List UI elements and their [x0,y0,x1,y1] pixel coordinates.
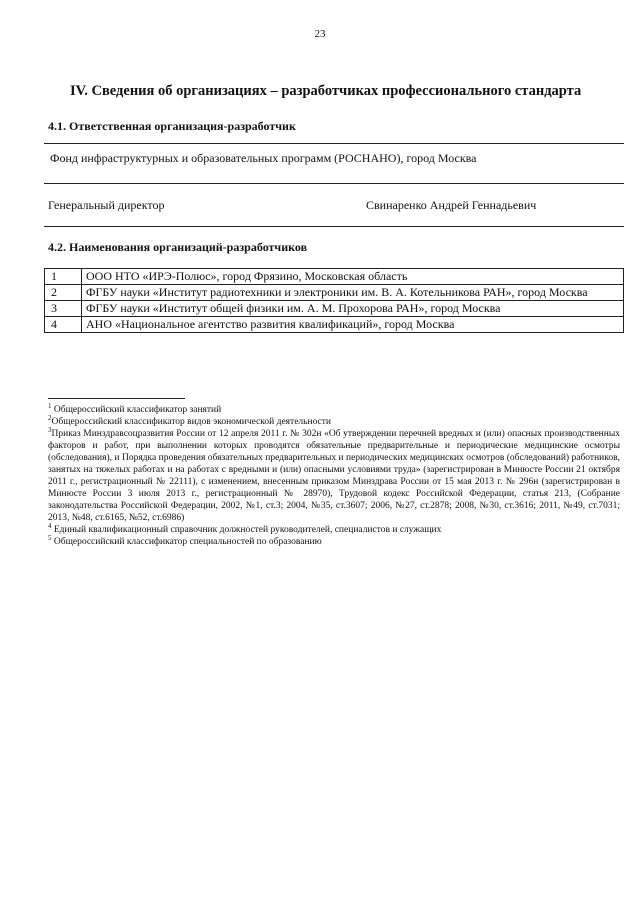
footnote-mark: 5 [48,533,52,542]
table-row [45,317,624,333]
footnote-text: Единый квалификационный справочник должностей руководителей, специалистов и служащих [51,525,442,535]
table-row [45,301,624,317]
organization-name: АНО «Национальное агентство развития квалификаций», город Москва [82,317,624,333]
row-number: 1 [45,269,82,285]
row-number: 3 [45,301,82,317]
responsible-org-name: Фонд инфраструктурных и образовательных программ (РОСНАНО), город Москва [50,151,477,165]
footnote [48,521,620,536]
footnote [48,413,620,428]
footnote-mark: 1 [48,401,52,410]
footnote-text: Общероссийский классификатор занятий [51,405,222,415]
page-number: 23 [314,28,326,40]
director-name: Свинаренко Андрей Геннадьевич [366,198,537,212]
responsible-org-heading: 4.1. Ответственная организация-разработчик [48,119,296,133]
footnotes [48,401,620,548]
footnote [48,425,620,524]
organization-name: ФГБУ науки «Институт радиотехники и электроники им. В. А. Котельникова РАН», город Москва [82,285,624,301]
divider-line [44,183,624,184]
footnote-text: Приказ Минздравсоцразвития России от 12 апреля 2011 г. № 302н «Об утверждении перечней вредных и (или) опасных производственных факторов и работ, при выполнении которых проводятся обязательные предварительные и периодические медицинские осмотры (обследования), и Порядка проведения обязательных предварительных и периодических медицинских осмотров (обследований) работников, занятых на тяжелых работах и на работах с вредными и (или) опасными условиями труда» (зарегистрирован в Минюсте России 21 октября 2011 г., регистрационный № 22111), с изменением, внесенным приказом Минздрава России от 15 мая 2013 г. № 296н (зарегистрирован в Минюсте России 3 июля 2013 г., регистрационный № 28970), Трудовой кодекс Российской Федерации, статья 213, (Собрание законодательства Российской Федерации, 2002, №1, ст.3; 2004, №35, ст.3607; 2006, №27, ст.2878; 2008, №30, ст.3616; 2011, №49, ст.7031; 2013, №48, ст.6165, №52, ст.6986) [48,429,620,523]
developers-heading: 4.2. Наименования организаций-разработчиков [48,240,308,254]
row-number: 2 [45,285,82,301]
divider-line [44,143,624,144]
footnote-mark: 2 [48,413,52,422]
table-row [45,269,624,285]
developers-table [44,268,624,333]
footnote-separator [48,398,185,399]
footnote-text: Общероссийский классификатор специальностей по образованию [51,537,322,547]
section-title: IV. Сведения об организациях – разработчиках профессионального стандарта [70,83,582,99]
footnote [48,401,620,416]
director-position: Генеральный директор [48,198,165,212]
footnote-mark: 3 [48,425,52,434]
divider-line [44,226,624,227]
table-row [45,285,624,301]
row-number: 4 [45,317,82,333]
footnote-text: Общероссийский классификатор видов экономической деятельности [51,417,332,427]
responsible-org-block [44,143,624,227]
organization-name: ФГБУ науки «Институт общей физики им. А. М. Прохорова РАН», город Москва [82,301,624,317]
organization-name: ООО НТО «ИРЭ-Полюс», город Фрязино, Московская область [82,269,624,285]
footnote [48,533,620,548]
footnote-mark: 4 [48,521,52,530]
